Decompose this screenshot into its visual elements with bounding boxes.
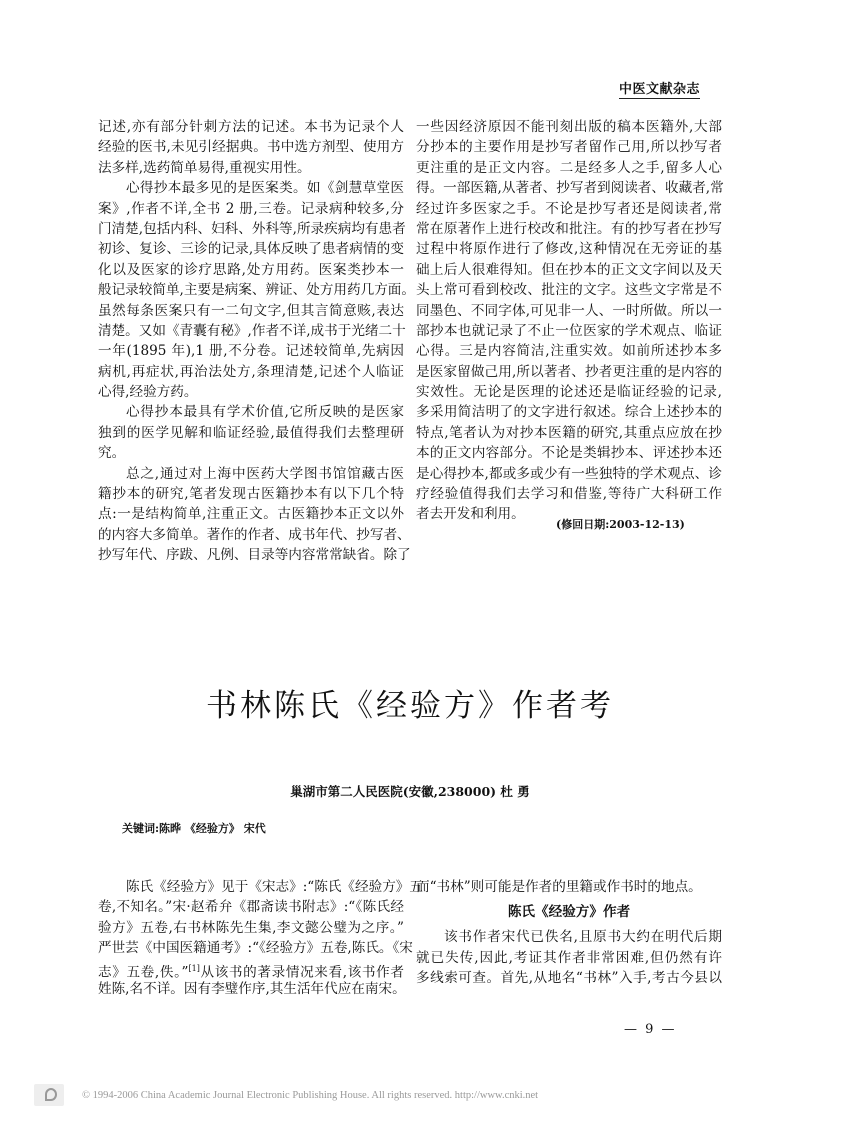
top-left-column <box>98 117 415 566</box>
page-number: — 9 — <box>624 1022 677 1037</box>
text-line: 常在原著作上进行校改和批注。有的抄写者在抄写 <box>416 220 722 237</box>
text-line: 得。一部医籍,从著者、抄写者到阅读者、收藏者,常 <box>416 180 724 197</box>
text-line: 多线索可查。首先,从地名“书林”入手,考古今县以 <box>416 970 722 987</box>
text-line: 是医家留做己用,所以著者、抄者更注重的是内容的 <box>416 363 722 380</box>
text-line: 般记录较简单,主要是病案、辨证、处方用药几方面。 <box>98 282 415 299</box>
text-line: 经过许多医家之手。不论是抄写者还是阅读者,常 <box>416 200 722 217</box>
text-line: 籍抄本的研究,笔者发现古医籍抄本有以下几个特 <box>98 486 404 503</box>
journal-name: 中医文献杂志 <box>619 78 700 99</box>
text-line: 该书作者宋代已佚名,且原书大约在明代后期 <box>444 929 722 946</box>
text-line: 案》,作者不详,全书 2 册,三卷。记录病种较多,分 <box>98 200 404 217</box>
text-line: 化以及医家的诊疗思路,处方用药。医案类抄本一 <box>98 261 404 278</box>
text-line: 的内容大多简单。著作的作者、成书年代、抄写者、 <box>98 526 411 543</box>
text-line: 是心得抄本,都或多或少有一些独特的学术观点、诊 <box>416 465 722 482</box>
text-line: 头上常可看到校改、批注的文字。这些文字常是不 <box>416 282 722 299</box>
text-line: 而“书林”则可能是作者的里籍或作书时的地点。 <box>416 879 702 895</box>
section-body <box>416 927 722 988</box>
text-line: 心得抄本最具有学术价值,它所反映的是医家 <box>126 404 404 421</box>
text-line: 法多样,选药简单易得,重视实用性。 <box>98 159 311 176</box>
text-line: 独到的医学见解和临证经验,最值得我们去整理研 <box>98 424 404 441</box>
author-affiliation: 巢湖市第二人民医院(安徽,238000) 杜 勇 <box>290 784 530 799</box>
text-line: 实效性。无论是医理的论述还是临证经验的记录, <box>416 384 722 401</box>
text-line: 过程中将原作进行了修改,这种情况在无旁证的基 <box>416 241 722 258</box>
text-line: 志》五卷,佚。”[1]从该书的著录情况来看,该书作者 <box>98 963 404 981</box>
text-line: 点:一是结构简单,注重正文。古医籍抄本正文以外 <box>98 506 404 523</box>
text-line: 者去开发和利用。 <box>416 506 525 523</box>
text-line: 姓陈,名不详。因有李璧作序,其生活年代应在南宋。 <box>98 980 406 997</box>
text-line: 陈氏《经验方》见于《宋志》:“陈氏《经验方》五 <box>126 879 423 895</box>
text-line: 础上后人很难得知。但在抄本的正文文字间以及天 <box>416 261 722 278</box>
copyright-footer: © 1994-2006 China Academic Journal Electronic Publishing House. All rights reserved. http://www.cnki.net <box>82 1090 539 1101</box>
text-line: 抄写年代、序跋、凡例、目录等内容常常缺省。除了 <box>98 547 411 564</box>
text-line: 总之,通过对上海中医药大学图书馆馆藏古医 <box>126 465 404 482</box>
text-line: 分抄本的主要作用是抄写者留作己用,所以抄写者 <box>416 139 722 156</box>
text-line: 经验的医书,未见引经据典。书中选方剂型、使用方 <box>98 139 404 156</box>
section-heading: 陈氏《经验方》作者 <box>507 904 631 921</box>
bottom-right-column <box>416 877 722 989</box>
text-line: 初诊、复诊、三诊的记录,具体反映了患者病情的变 <box>98 241 404 258</box>
text-line: 心得,经验方药。 <box>98 384 198 401</box>
text-line: 特点,笔者认为对抄本医籍的研究,其重点应放在抄 <box>416 424 722 441</box>
text-line: 部抄本也就记录了不止一位医家的学术观点、临证 <box>416 322 722 339</box>
article-title: 书林陈氏《经验方》作者考 <box>206 688 614 724</box>
revision-date: (修回日期:2003-12-13) <box>556 518 685 531</box>
top-right-column <box>416 117 722 525</box>
text-line: 病机,再症状,再治法处方,条理清楚,记述个人临证 <box>98 363 404 380</box>
text-line: 虽然每条医案只有一二句文字,但其言简意赅,表达 <box>98 302 404 319</box>
text-line: 一年(1895 年),1 册,不分卷。记述较简单,先病因 <box>98 343 404 360</box>
cnki-logo-icon <box>34 1084 64 1106</box>
text-line: 就已失传,因此,考证其作者非常困难,但仍然有许 <box>416 949 722 966</box>
text-line: 门清楚,包括内科、妇科、外科等,所录疾病均有患者 <box>98 220 406 237</box>
text-line: 清楚。又如《青囊有秘》,作者不详,成书于光绪二十 <box>98 322 406 339</box>
text-line: 一些因经济原因不能刊刻出版的稿本医籍外,大部 <box>416 119 722 135</box>
text-line: 同墨色、不同字体,可见非一人、一时所做。所以一 <box>416 302 722 319</box>
text-line: 严世芸《中国医籍通考》:“《经验方》五卷,陈氏。《宋 <box>98 940 413 957</box>
text-line: 卷,不知名。”宋·赵希弁《郡斋读书附志》:“《陈氏经 <box>98 899 404 916</box>
bottom-left-column <box>98 877 423 999</box>
citation-marker: [1] <box>188 963 200 973</box>
text-line: 多采用简洁明了的文字进行叙述。综合上述抄本的 <box>416 404 722 421</box>
text-line: 记述,亦有部分针刺方法的记述。本书为记录个人 <box>98 119 404 135</box>
text-line: 验方》五卷,右书林陈先生集,李文懿公璧为之序。” <box>98 919 404 936</box>
text-line: 本的正文内容部分。不论是类辑抄本、评述抄本还 <box>416 445 722 462</box>
text-line: 更注重的是正文内容。二是经多人之手,留多人心 <box>416 159 722 176</box>
keywords: 关键词:陈晔 《经验方》 宋代 <box>122 822 266 835</box>
text-line: 究。 <box>98 445 126 462</box>
text-line: 心得抄本最多见的是医案类。如《剑慧草堂医 <box>126 180 404 197</box>
text-line: 心得。三是内容简洁,注重实效。如前所述抄本多 <box>416 343 722 360</box>
text-line: 疗经验值得我们去学习和借鉴,等待广大科研工作 <box>416 486 722 503</box>
